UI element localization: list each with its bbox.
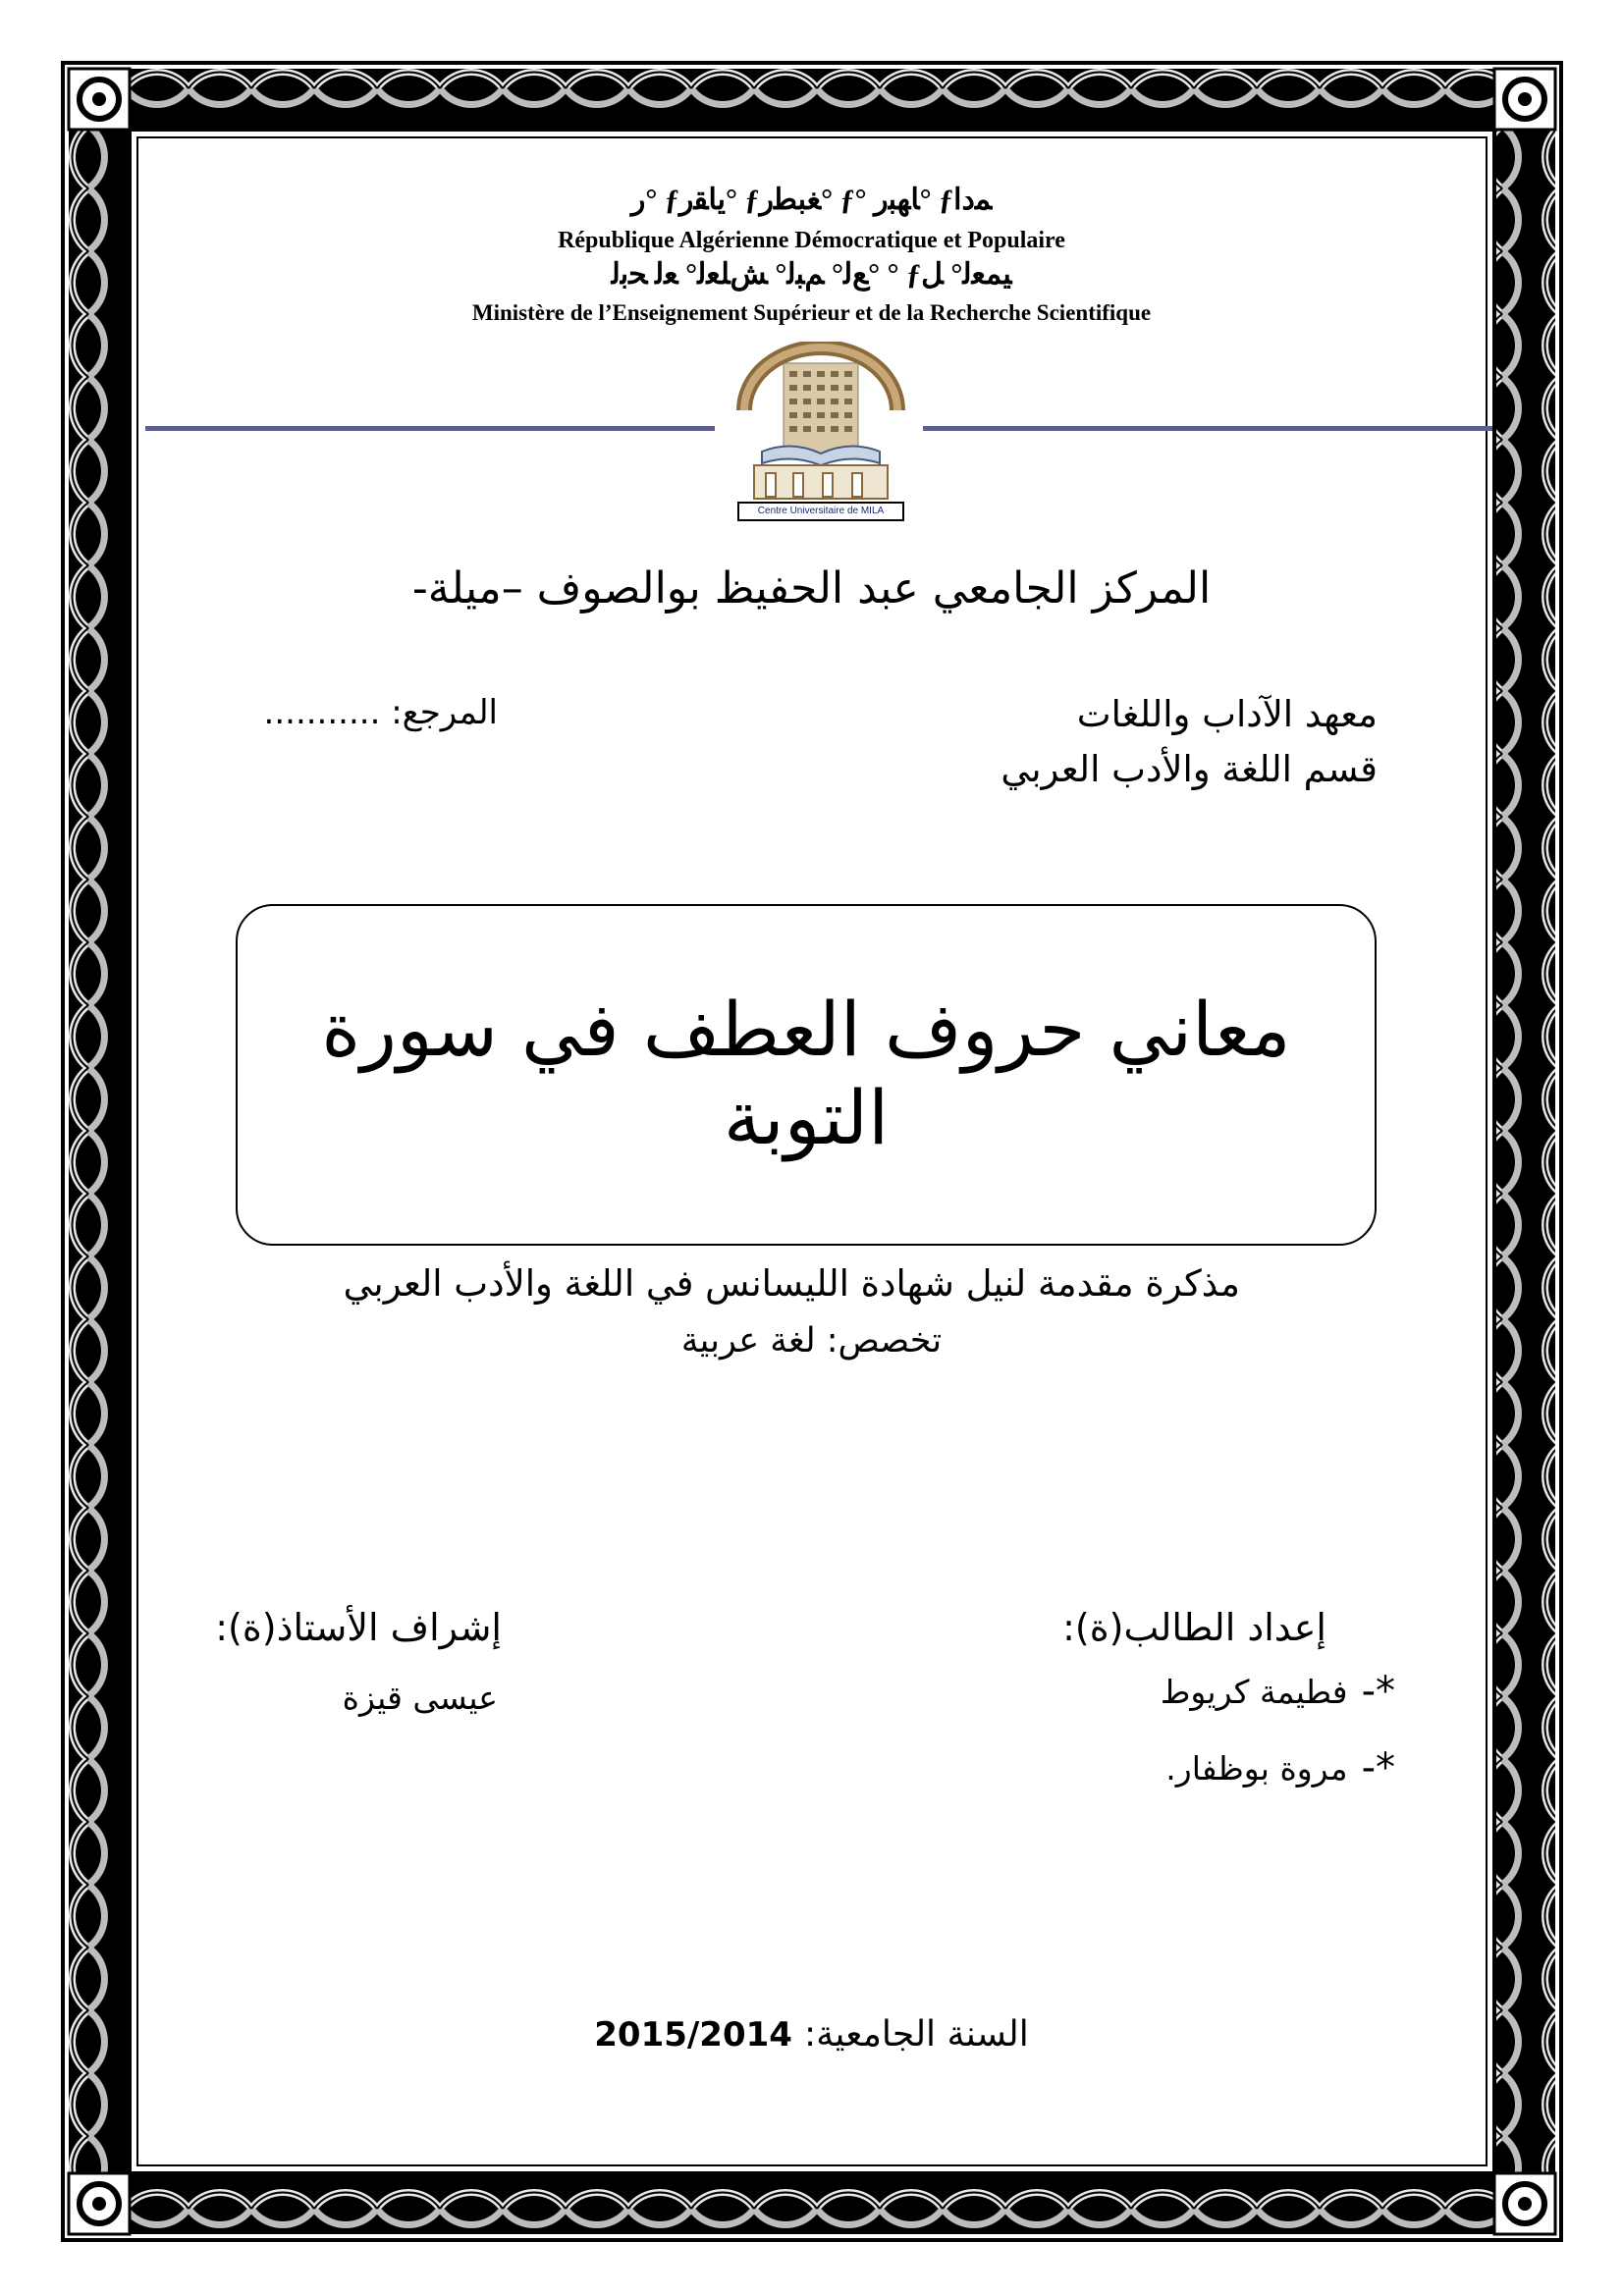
reference-label: المرجع: ........... <box>263 693 498 732</box>
university-center-name: المركز الجامعي عبد الحفيظ بوالصوف –ميلة- <box>411 563 1212 614</box>
logo-caption: Centre Universitaire de MILA <box>757 506 885 516</box>
thesis-title-line-2: التوبة <box>723 1074 890 1161</box>
student-name: فطيمة كريوط <box>1160 1672 1348 1711</box>
bullet-marker: *- <box>1361 1669 1395 1714</box>
right-rule-line <box>923 426 1492 431</box>
corner-ornament-bottom-right <box>1494 2173 1555 2234</box>
left-rule-line <box>145 426 715 431</box>
ministry-french-header: Ministère de l’Enseignement Supérieur et de la Recherche Scientifique <box>471 300 1152 325</box>
academic-year <box>0 2014 1623 2055</box>
student-item <box>1165 1745 1395 1790</box>
student-name: مروة بوظفار. <box>1165 1748 1348 1788</box>
supervisor-name: عيسى قيزة <box>342 1679 498 1717</box>
supervisor-label: إشراف الأستاذ(ة): <box>215 1606 502 1649</box>
institute-name: معهد الآداب واللغات <box>1076 693 1378 735</box>
thesis-title-line-1: معاني حروف العطف في سورة <box>321 986 1291 1073</box>
ministry-arabic-header: ﻊﻟ° ﻢﺒﻟ° ﺶﻠﻌﻟ° ﻌﻟ ﺤﺑﻟ° ° ƒﻴﻤﻌﻟ° ﻞ <box>611 258 1012 291</box>
corner-ornament-bottom-left <box>69 2173 130 2234</box>
bullet-marker: *- <box>1361 1745 1395 1790</box>
university-logo <box>732 342 909 524</box>
academic-year-label: السنة الجامعية: <box>803 2014 1029 2055</box>
thesis-title-box <box>236 904 1377 1246</box>
thesis-specialty: تخصص: لغة عربية <box>680 1321 943 1361</box>
corner-ornament-top-right <box>1494 69 1555 130</box>
corner-ornament-top-left <box>69 69 130 130</box>
thesis-purpose: مذكرة مقدمة لنيل شهادة الليسانس في اللغة والأدب العربي <box>343 1262 1240 1305</box>
academic-year-value: 2015/2014 <box>594 2015 792 2055</box>
students-label: إعداد الطالب(ة): <box>1062 1606 1326 1649</box>
republic-arabic-header: ﺭ° ƒﻳﺎﻘﺭ° ƒﻐﺒﻄﺭ° ƒ° ﺎﻬﺒﺭ° ƒﻤﺩﺍ <box>630 184 993 216</box>
department-name: قسم اللغة والأدب العربي <box>1001 748 1378 790</box>
student-item <box>1161 1669 1395 1714</box>
republic-french-header: République Algérienne Démocratique et Populaire <box>558 228 1065 253</box>
